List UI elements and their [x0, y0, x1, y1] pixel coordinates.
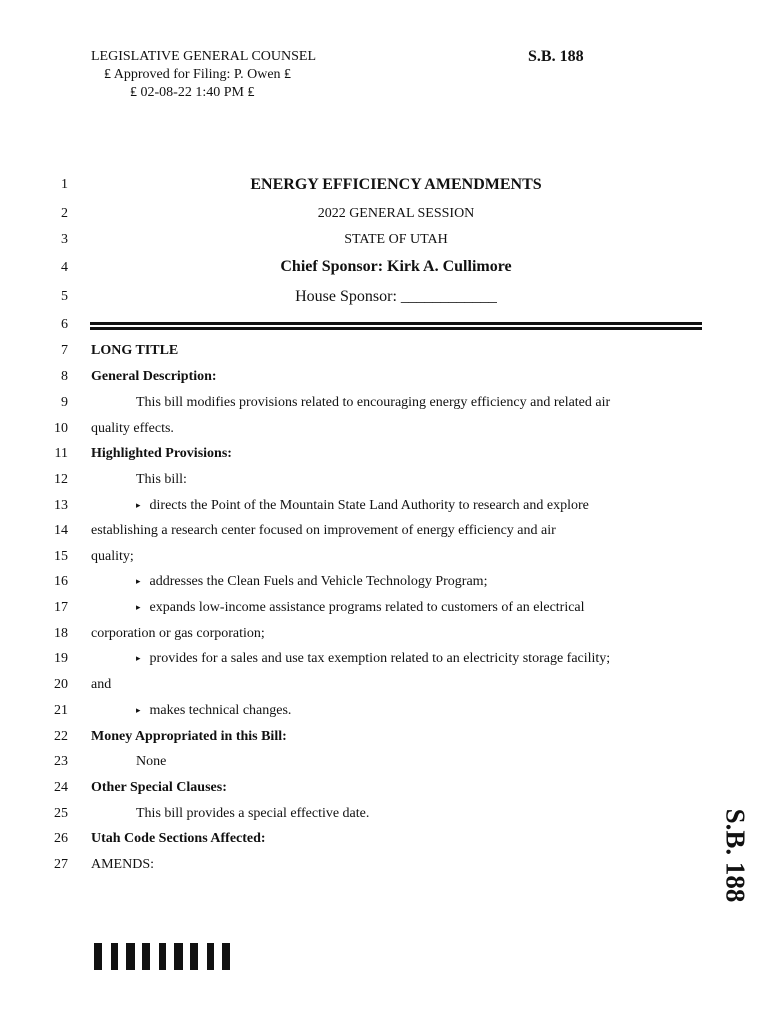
line-number: 17 [54, 600, 68, 615]
line-number: 6 [61, 317, 68, 332]
session-line: 2022 GENERAL SESSION [317, 206, 475, 221]
line-number: 10 [54, 421, 68, 436]
bullet-item: ▸ expands low-income assistance programs related to customers of an electrical [136, 600, 585, 615]
line-number: 18 [54, 626, 68, 641]
line-number: 14 [54, 523, 68, 538]
line-number: 2 [61, 206, 68, 221]
filing-timestamp: ₤ 02-08-22 1:40 PM ₤ [130, 85, 255, 100]
bullet-icon: ▸ [136, 705, 141, 715]
divider-rule [90, 327, 702, 330]
body-line: AMENDS: [91, 857, 155, 872]
line-number: 4 [61, 260, 68, 275]
line-number: 25 [54, 806, 68, 821]
body-line: establishing a research center focused on improvement of energy efficiency and air [91, 523, 556, 538]
house-sponsor: House Sponsor: ____________ [295, 288, 497, 305]
line-number: 24 [54, 780, 68, 795]
bullet-icon: ▸ [136, 602, 141, 612]
body-line: None [136, 754, 167, 769]
line-number: 7 [61, 343, 68, 358]
bullet-item: ▸ provides for a sales and use tax exemption related to an electricity storage facility; [136, 651, 611, 666]
body-line: This bill provides a special effective date. [136, 806, 370, 821]
line-number: 15 [54, 549, 68, 564]
line-number: 22 [54, 729, 68, 744]
line-number: 12 [54, 472, 68, 487]
side-bill-label: S.B. 188 [720, 808, 751, 903]
bullet-item: ▸ makes technical changes. [136, 703, 292, 718]
state-line: STATE OF UTAH [344, 232, 448, 247]
bullet-icon: ▸ [136, 500, 141, 510]
bullet-icon: ▸ [136, 653, 141, 663]
barcode-icon [90, 943, 230, 970]
line-number: 5 [61, 289, 68, 304]
body-line: This bill: [136, 472, 187, 487]
line-number: 20 [54, 677, 68, 692]
section-heading: General Description: [91, 369, 217, 384]
line-number: 8 [61, 369, 68, 384]
line-number: 23 [54, 754, 68, 769]
line-number: 3 [61, 232, 68, 247]
line-number: 16 [54, 574, 68, 589]
line-number: 19 [54, 651, 68, 666]
approval-line: ₤ Approved for Filing: P. Owen ₤ [104, 67, 292, 82]
divider-rule [90, 322, 702, 325]
bill-title: ENERGY EFFICIENCY AMENDMENTS [250, 176, 542, 193]
section-heading: Money Appropriated in this Bill: [91, 729, 287, 744]
line-number: 26 [54, 831, 68, 846]
section-heading: Highlighted Provisions: [91, 446, 232, 461]
bill-number: S.B. 188 [528, 48, 584, 65]
chief-sponsor: Chief Sponsor: Kirk A. Cullimore [280, 258, 512, 275]
section-heading: LONG TITLE [91, 343, 179, 358]
body-line: quality effects. [91, 421, 174, 436]
bullet-item: ▸ addresses the Clean Fuels and Vehicle Technology Program; [136, 574, 488, 589]
bullet-item: ▸ directs the Point of the Mountain State Land Authority to research and explore [136, 498, 589, 513]
section-heading: Utah Code Sections Affected: [91, 831, 266, 846]
body-line: corporation or gas corporation; [91, 626, 265, 641]
office-heading: LEGISLATIVE GENERAL COUNSEL [91, 49, 317, 64]
line-number: 13 [54, 498, 68, 513]
body-line: and [91, 677, 112, 692]
line-number: 27 [54, 857, 68, 872]
line-number: 21 [54, 703, 68, 718]
line-number: 11 [54, 446, 68, 461]
line-number: 1 [61, 177, 68, 192]
body-line: quality; [91, 549, 134, 564]
section-heading: Other Special Clauses: [91, 780, 227, 795]
bullet-icon: ▸ [136, 576, 141, 586]
line-number: 9 [61, 395, 68, 410]
body-line: This bill modifies provisions related to encouraging energy efficiency and related air [136, 395, 611, 410]
